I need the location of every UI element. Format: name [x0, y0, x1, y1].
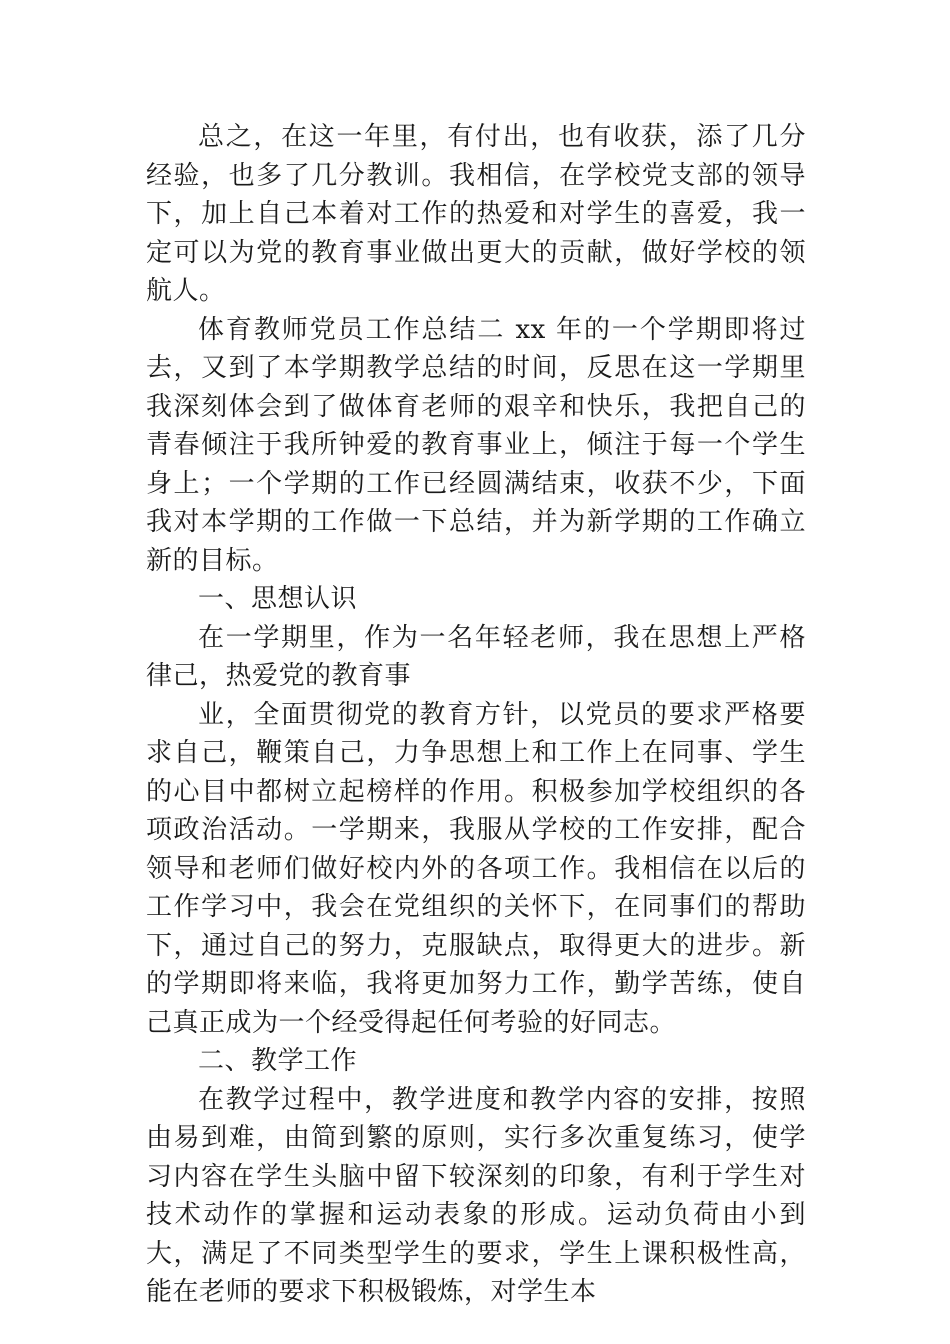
paragraph-thought-start: 在一学期里，作为一名年轻老师，我在思想上严格律己，热爱党的教育事	[146, 622, 806, 691]
section-heading-thought: 一、思想认识	[198, 584, 358, 614]
document-page	[146, 118, 806, 1312]
paragraph-thought-body: 业，全面贯彻党的教育方针，以党员的要求严格要求自己，鞭策自己，力争思想上和工作上在同事、学生的心目中都树立起榜样的作用。积极参加学校组织的各项政治活动。一学期来，我服从学校的工作安排，配合领导和老师们做好校内外的各项工作。我相信在以后的工作学习中，我会在党组织的关怀下，在同事们的帮助下，通过自己的努力，克服缺点，取得更大的进步。新的学期即将来临，我将更加努力工作，勤学苦练，使自己真正成为一个经受得起任何考验的好同志。	[146, 699, 806, 1038]
paragraph-summary: 总之，在这一年里，有付出，也有收获，添了几分经验，也多了几分教训。我相信，在学校党支部的领导下，加上自己本着对工作的热爱和对学生的喜爱，我一定可以为党的教育事业做出更大的贡献，做好学校的领航人。	[146, 122, 806, 306]
paragraph-teaching: 在教学过程中，教学进度和教学内容的安排，按照由易到难，由简到繁的原则，实行多次重复练习，使学习内容在学生头脑中留下较深刻的印象，有利于学生对技术动作的掌握和运动表象的形成。运动负荷由小到大，满足了不同类型学生的要求，学生上课积极性高，能在老师的要求下积极锻炼，对学生本	[146, 1084, 806, 1307]
section-heading-teaching: 二、教学工作	[198, 1046, 358, 1076]
paragraph-intro: 体育教师党员工作总结二 xx 年的一个学期即将过去，又到了本学期教学总结的时间，反思在这一学期里我深刻体会到了做体育老师的艰辛和快乐，我把自己的青春倾注于我所钟爱的教育事业上，倾注于每一个学生身上；一个学期的工作已经圆满结束，收获不少，下面我对本学期的工作做一下总结，并为新学期的工作确立新的目标。	[146, 314, 806, 576]
